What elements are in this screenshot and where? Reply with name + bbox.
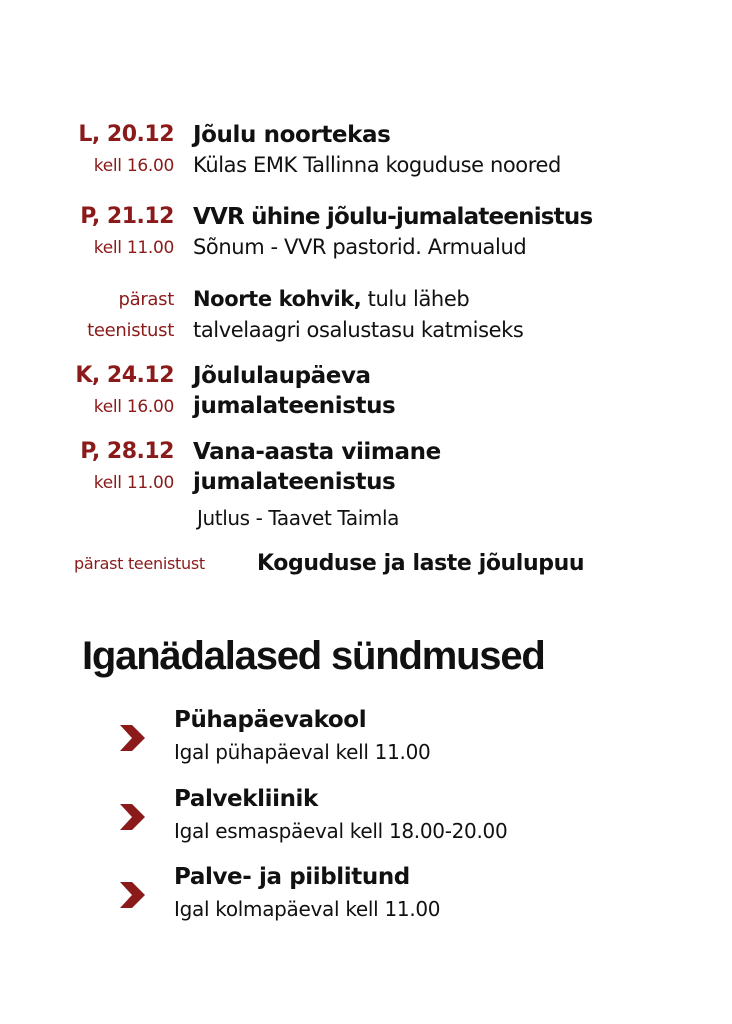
event-after-label: pärast [118,289,174,310]
event-6-title: Koguduse ja laste jõulupuu [257,551,585,576]
weekly-item-subtitle: Igal kolmapäeval kell 11.00 [174,897,441,921]
event-title-line-2: jumalateenistus [193,469,396,495]
event-date: L, 20.12 [78,122,174,147]
event-2-datetime [80,202,174,264]
event-1-details [193,120,561,181]
event-title [193,284,523,315]
event-subtitle: Jutlus - Taavet Taimla [197,506,399,530]
event-date: K, 24.12 [75,363,174,388]
weekly-item-text [174,862,440,925]
event-4-details [193,361,395,421]
event-title: Jõulu noortekas [193,122,391,148]
event-time: kell 11.00 [93,238,174,258]
weekly-item-text [174,784,507,847]
chevron-right-icon [118,723,146,753]
event-title: VVR ühine jõulu-jumalateenistus [193,204,593,230]
event-time: kell 11.00 [93,473,174,493]
event-subtitle: Sõnum - VVR pastorid. Armualud [193,235,527,259]
weekly-item-subtitle: Igal esmaspäeval kell 18.00-20.00 [174,819,508,843]
weekly-item-title: Palvekliinik [174,786,318,812]
event-2-details [193,202,592,263]
weekly-item-title: Pühapäevakool [174,707,367,733]
event-title-line-1: Vana-aasta viimane [193,439,441,465]
event-date: P, 28.12 [80,439,174,464]
weekly-heading: Iganädalased sündmused [82,634,545,678]
weekly-item-subtitle: Igal pühapäeval kell 11.00 [174,740,431,764]
event-time: kell 16.00 [93,156,174,176]
event-5-datetime [80,437,174,499]
event-after-label: teenistust [87,320,174,341]
event-6-after-label: pärast teenistust [74,554,205,573]
weekly-item-title: Palve- ja piiblitund [174,864,410,890]
chevron-right-icon [118,880,146,910]
event-5-details [193,437,441,534]
event-subtitle: Külas EMK Tallinna koguduse noored [193,153,561,177]
event-time: kell 16.00 [93,397,174,417]
event-subtitle: talvelaagri osalustasu katmiseks [193,318,524,342]
event-3-details [193,284,523,346]
event-title-rest: tulu läheb [361,287,470,311]
weekly-item-text [174,705,430,768]
event-date: P, 21.12 [80,204,174,229]
event-title-line-2: jumalateenistus [193,393,396,419]
event-title-bold: Noorte kohvik, [193,287,362,311]
event-title-line-1: Jõululaupäeva [193,363,371,389]
event-4-datetime [75,361,174,423]
event-3-datetime [87,284,174,346]
event-1-datetime [78,120,174,182]
chevron-right-icon [118,802,146,832]
